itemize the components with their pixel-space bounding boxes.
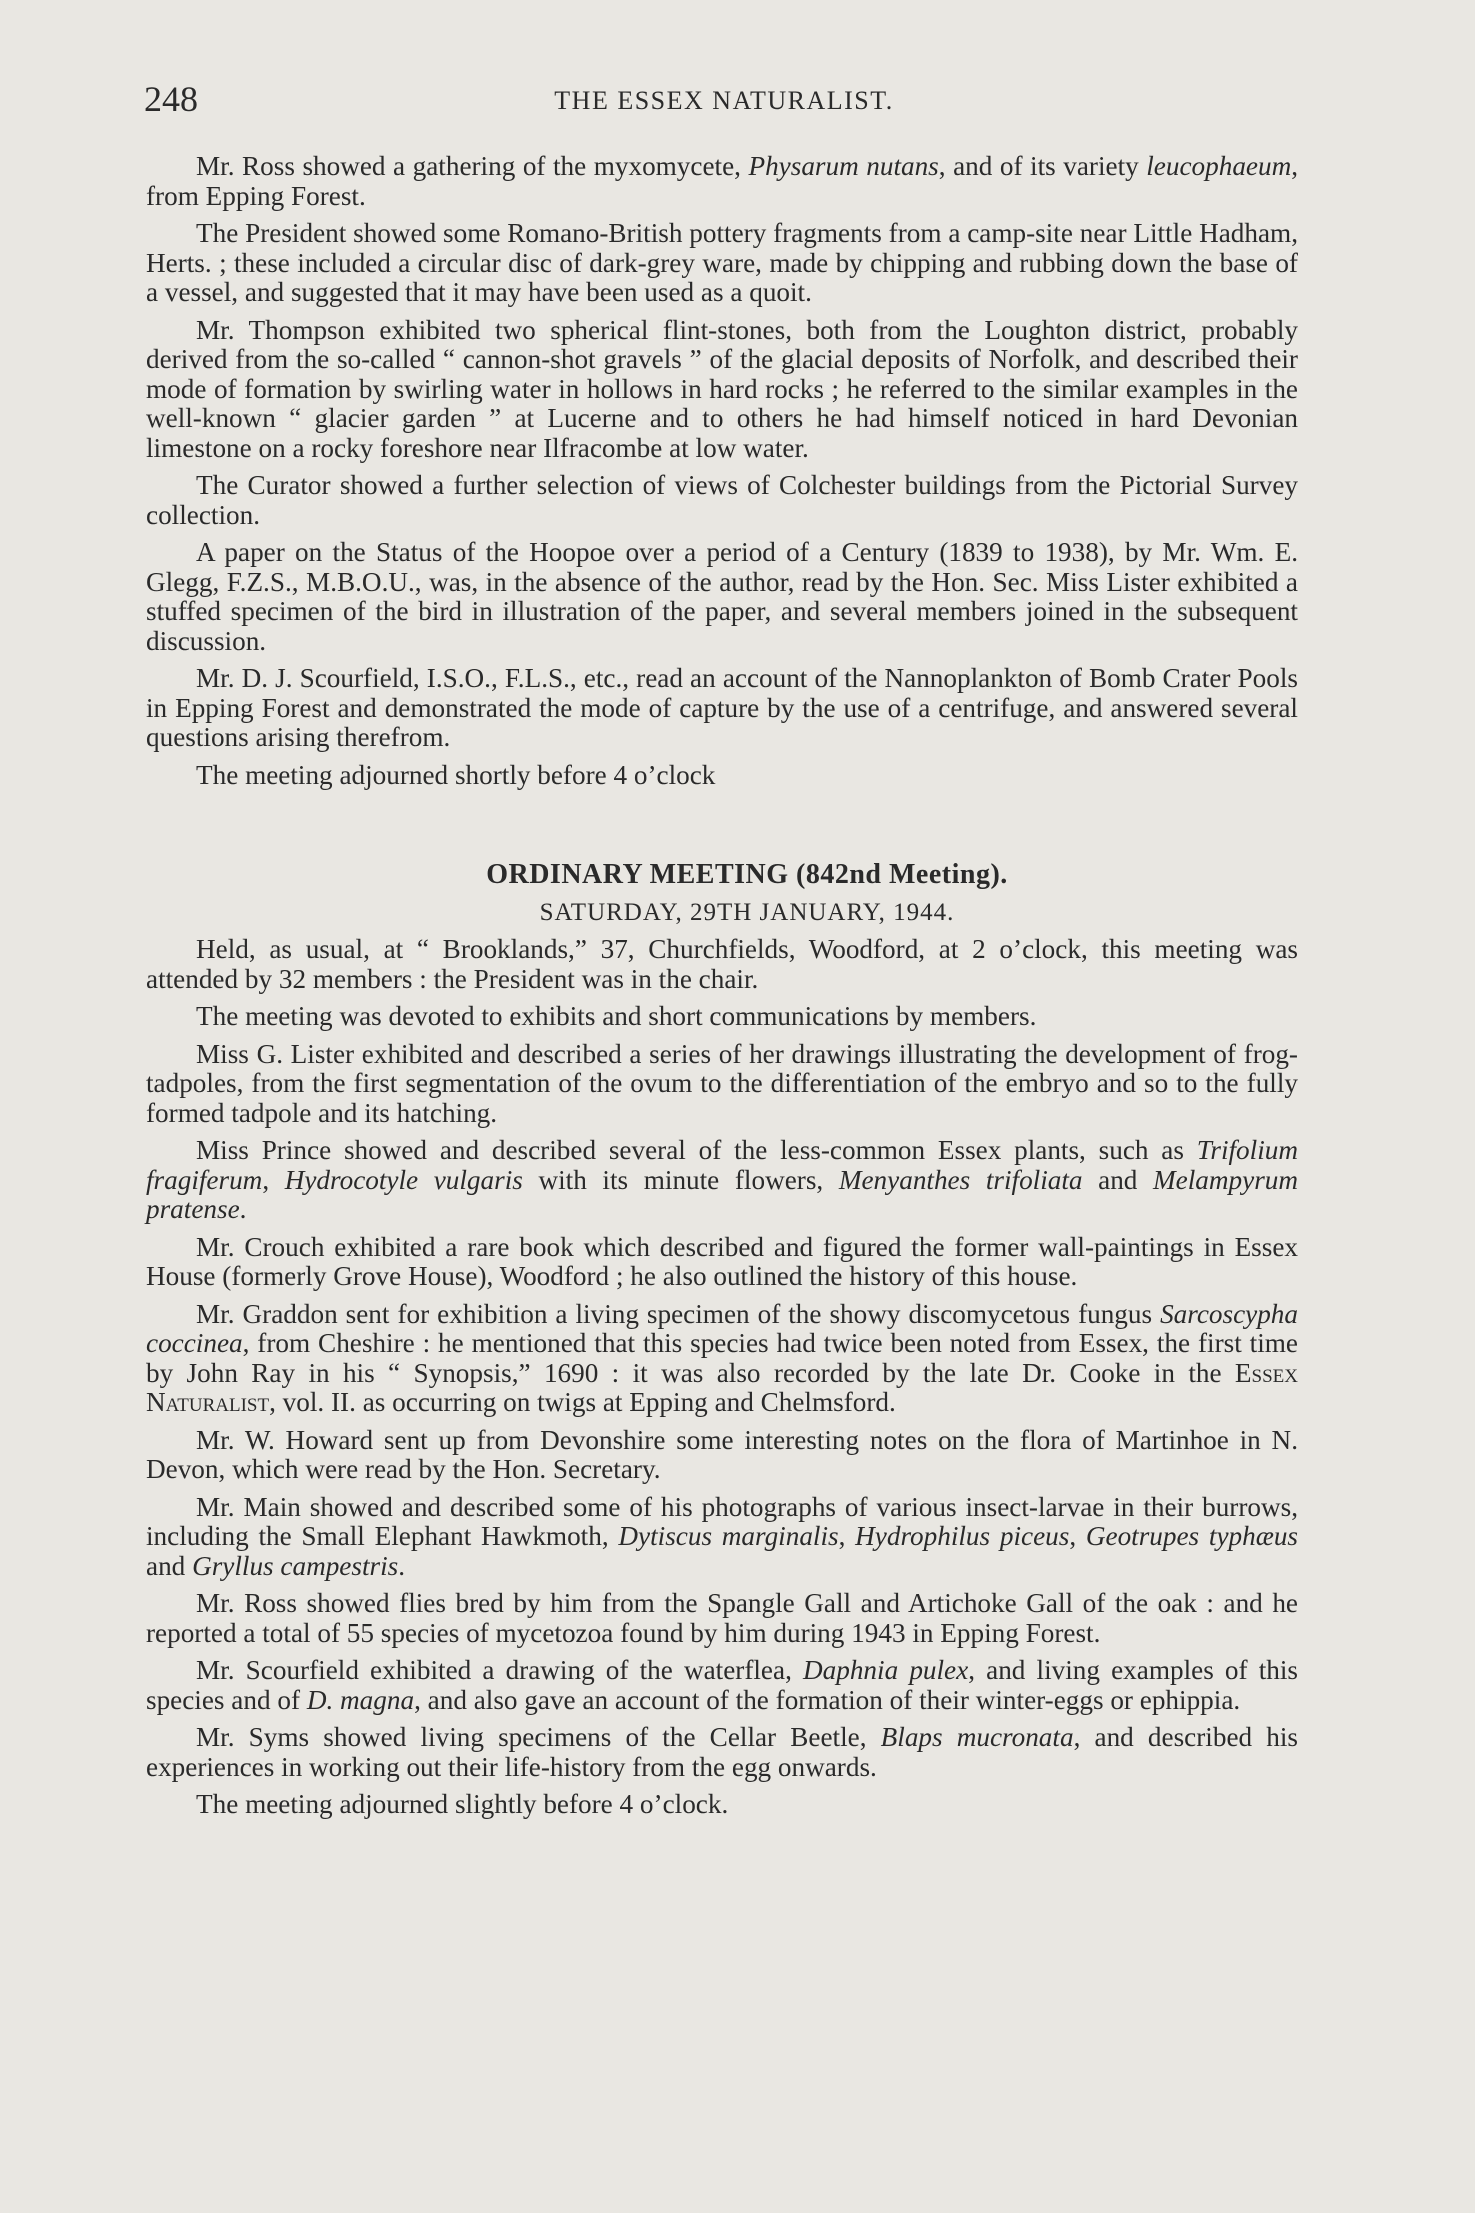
meeting-heading: ORDINARY MEETING (842nd Meeting). [486, 859, 1008, 890]
paragraph: Mr. Scourfield exhibited a drawing of the waterflea, Daphnia pulex, and living examples of this species and of D. magna, and also gave an account of the formation of their winter-eggs or ephippia. [146, 1655, 1298, 1715]
paragraph: Mr. Syms showed living specimens of the Cellar Beetle, Blaps mucronata, and described his experiences in working out their life-history from the egg onwards. [146, 1722, 1298, 1782]
paragraph: A paper on the Status of the Hoopoe over a period of a Century (1839 to 1938), by Mr. Wm. E. Glegg, F.Z.S., M.B.O.U., was, in the absence of the author, read by the Hon. Sec. Miss Lister exhibited a stuffed specimen of the bird in illustration of the paper, and several members joined in the subsequent discussion. [146, 537, 1298, 656]
paragraph: Mr. D. J. Scourfield, I.S.O., F.L.S., etc., read an account of the Nannoplankton of Bomb Crater Pools in Epping Forest and demonstrated the mode of capture by the use of a centrifuge, and answered several questions arising therefrom. [146, 663, 1298, 752]
page-body [146, 152, 1298, 1828]
paragraph: Mr. Ross showed flies bred by him from the Spangle Gall and Artichoke Gall of the oak : and he reported a total of 55 species of mycetozoa found by him during 1943 in Epping Forest. [146, 1588, 1298, 1648]
running-head [144, 78, 1304, 128]
taxon-name: D. magna [306, 1684, 415, 1715]
paragraph: Mr. W. Howard sent up from Devonshire some interesting notes on the flora of Martinhoe in N. Devon, which were read by the Hon. Secretary. [146, 1424, 1298, 1484]
ordinary-meeting-section [146, 860, 1298, 1820]
journal-reference: Essex Naturalist [146, 1357, 1298, 1417]
taxon-name: Menyanthes trifoliata [838, 1164, 1083, 1195]
paragraph: Miss G. Lister exhibited and described a series of her drawings illustrating the development of frog-tadpoles, from the first segmentation of the ovum to the differentiation of the embryo and so to the fully formed tadpole and its hatching. [146, 1038, 1298, 1128]
taxon-name: Melampyrum pratense [146, 1164, 1298, 1224]
taxon-name: Gryllus campestris [192, 1550, 399, 1581]
paragraph: Mr. Thompson exhibited two spherical flint-stones, both from the Loughton district, probably derived from the so-called “ cannon-shot gravels ” of the glacial deposits of Norfolk, and described their mode of formation by swirling water in hollows in hard rocks ; he referred to the similar examples in the well-known “ glacier garden ” at Lucerne and to others he had himself noticed in hard Devonian limestone on a rocky foreshore near Ilfracombe at low water. [146, 314, 1298, 463]
taxon-name: Hydrocotyle vulgaris [284, 1164, 523, 1195]
ordinary-meeting-minutes [146, 935, 1298, 1820]
taxon-name: Hydrophilus piceus [855, 1521, 1070, 1551]
paragraph: The meeting was devoted to exhibits and short communications by members. [196, 1001, 1037, 1031]
paragraph: The meeting adjourned slightly before 4 o’clock. [196, 1789, 729, 1819]
paragraph: Held, as usual, at “ Brooklands,” 37, Churchfields, Woodford, at 2 o’clock, this meeting was attended by 32 members : the President was in the chair. [146, 934, 1298, 994]
taxon-name: Physarum nutans [748, 151, 939, 181]
taxon-name: leucophaeum [1146, 151, 1292, 181]
taxon-name: Trifolium fragiferum [146, 1135, 1298, 1195]
paragraph: Miss Prince showed and described several of the less-common Essex plants, such as Trifolium fragiferum, Hydrocotyle vulgaris with its minute flowers, Menyanthes trifoliata and Melampyrum pratense. [146, 1135, 1298, 1224]
taxon-name: Geotrupes typhæus [1085, 1521, 1299, 1551]
taxon-name: Dytiscus marginalis [618, 1521, 839, 1551]
taxon-name: Daphnia pulex [803, 1655, 969, 1685]
paragraph: Mr. Ross showed a gathering of the myxomycete, Physarum nutans, and of its variety leucophaeum, from Epping Forest. [146, 151, 1298, 211]
previous-meeting-minutes [146, 152, 1298, 790]
paragraph: The meeting adjourned shortly before 4 o’clock [196, 759, 716, 790]
taxon-name: Blaps mucronata [880, 1722, 1074, 1752]
page-number: 248 [144, 79, 198, 119]
meeting-date: SATURDAY, 29TH JANUARY, 1944. [539, 898, 955, 926]
paragraph: The Curator showed a further selection of views of Colchester buildings from the Pictorial Survey collection. [146, 470, 1298, 530]
paragraph: The President showed some Romano-British pottery fragments from a camp-site near Little Hadham, Herts. ; these included a circular disc of dark-grey ware, made by chipping and rubbing down the base of a vessel, and suggested that it may have been used as a quoit. [146, 218, 1298, 307]
paragraph: Mr. Main showed and described some of his photographs of various insect-larvae in their burrows, including the Small Elephant Hawkmoth, Dytiscus marginalis, Hydrophilus piceus, Geotrupes typhæus and Gryllus campestris. [146, 1491, 1299, 1581]
paragraph: Mr. Crouch exhibited a rare book which described and figured the former wall-paintings in Essex House (formerly Grove House), Woodford ; he also outlined the history of this house. [146, 1231, 1298, 1291]
paragraph: Mr. Graddon sent for exhibition a living specimen of the showy discomycetous fungus Sarcoscypha coccinea, from Cheshire : he mentioned that this species had twice been noted from Essex, the first time by John Ray in his “ Synopsis,” 1690 : it was also recorded by the late Dr. Cooke in the Essex Naturalist, vol. II. as occurring on twigs at Epping and Chelmsford. [146, 1298, 1298, 1417]
taxon-name: Sarcoscypha coccinea [146, 1298, 1298, 1358]
journal-title: THE ESSEX NATURALIST. [554, 86, 894, 115]
